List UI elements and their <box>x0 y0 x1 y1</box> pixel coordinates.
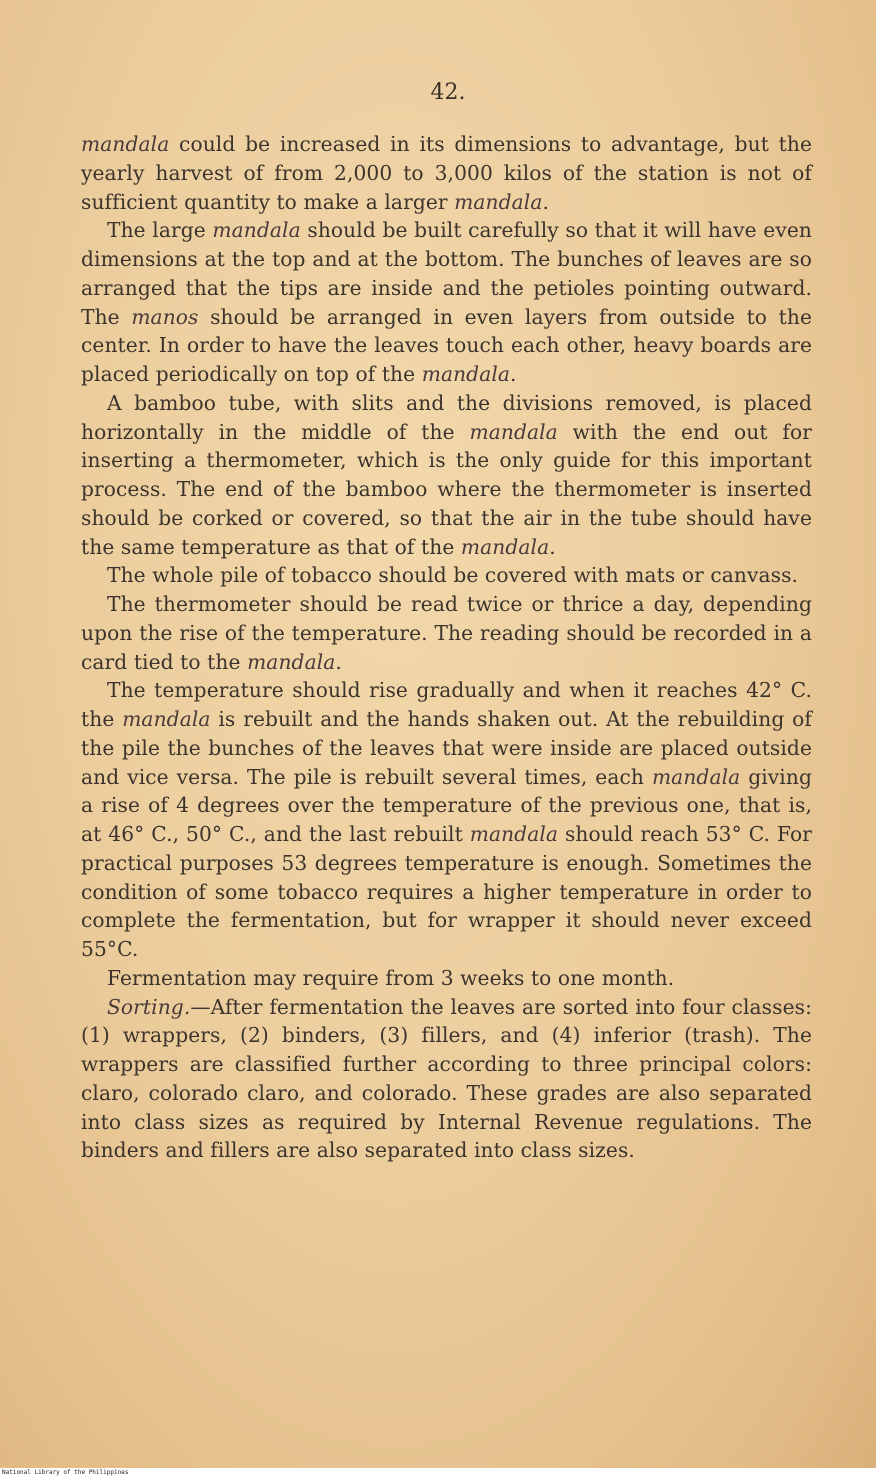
paragraph <box>81 964 812 993</box>
text-run: . <box>549 534 556 559</box>
paragraph <box>81 130 812 216</box>
italic-term: mandala <box>81 132 170 156</box>
paragraph <box>81 993 812 1166</box>
text-run: —After fermentation the leaves are sorted into four classes: (1) wrappers, (2) binders, (3) fillers, and (4) inferior (trash). The wrappers are classified further according to three principal colors: claro, colorado claro, and colorado. These grades are also separated into class sizes as required by Internal Revenue regulations. The binders and fillers are also separated into class sizes. <box>81 994 812 1163</box>
italic-term: manos <box>131 304 199 329</box>
italic-term: Sorting. <box>107 994 191 1019</box>
text-run: giving a rise of 4 degrees over the temperature of the previous one, that is, at 46° C., 50° C., and the last rebuilt <box>81 764 812 846</box>
text-run: The temperature should rise gradually and when it reaches 42° C. the <box>81 678 812 731</box>
italic-term: mandala <box>122 707 211 731</box>
italic-term: mandala <box>421 362 511 386</box>
paragraph <box>81 389 812 562</box>
italic-term: mandala <box>651 764 741 789</box>
text-run: should be arranged in even layers from outside to the center. In order to have the leaves touch each other, heavy boards are placed periodically on top of the <box>81 304 812 386</box>
text-run: The large <box>107 218 213 243</box>
paragraph <box>81 216 812 389</box>
text-run: The whole pile of tobacco should be covered with mats or canvass. <box>107 563 799 588</box>
text-run: The thermometer should be read twice or thrice a day, depending upon the rise of the temperature. The reading should be recorded in a card tied to the <box>81 592 812 674</box>
text-run: with the end out for inserting a thermometer, which is the only guide for this important process. The end of the bamboo where the thermometer is inserted should be corked or covered, so that the air in the tube should have the same temperature as that of the <box>81 419 813 559</box>
paragraph <box>81 676 812 964</box>
text-run: could be increased in its dimensions to advantage, but the yearly harvest of from 2,000 to 3,000 kilos of the station is not of sufficient quantity to make a larger <box>81 132 812 214</box>
text-run: Fermentation may require from 3 weeks to one month. <box>107 965 675 990</box>
footer-strip <box>0 1468 876 1478</box>
italic-term: mandala <box>454 189 543 214</box>
italic-term: mandala <box>247 649 336 674</box>
italic-term: mandala <box>469 419 558 444</box>
text-run: . <box>510 362 517 386</box>
paragraph <box>81 561 812 590</box>
text-run: is rebuilt and the hands shaken out. At the rebuilding of the pile the bunches of the leaves that were inside are placed outside and vice versa. The pile is rebuilt several times, each <box>81 707 812 789</box>
italic-term: mandala <box>212 218 301 243</box>
italic-term: mandala <box>469 822 559 846</box>
page-number: 42. <box>430 80 466 105</box>
body-text <box>81 130 812 1165</box>
text-run: should be built carefully so that it will have even dimensions at the top and at the bottom. The bunches of leaves are so arranged that the tips are inside and the petioles pointing outward. The <box>81 218 813 329</box>
text-run: . <box>335 649 342 674</box>
paragraph <box>81 590 812 676</box>
text-run: should reach 53° C. For practical purposes 53 degrees temperature is enough. Sometimes the condition of some tobacco requires a higher temperature in order to complete the fermentation, but for wrapper it should never exceed 55°C. <box>81 822 812 961</box>
footer-credit: National Library of the Philippines <box>2 1469 129 1476</box>
text-run: A bamboo tube, with slits and the divisions removed, is placed horizontally in the middle of the <box>81 390 812 444</box>
italic-term: mandala <box>460 534 550 559</box>
text-run: . <box>542 189 550 214</box>
